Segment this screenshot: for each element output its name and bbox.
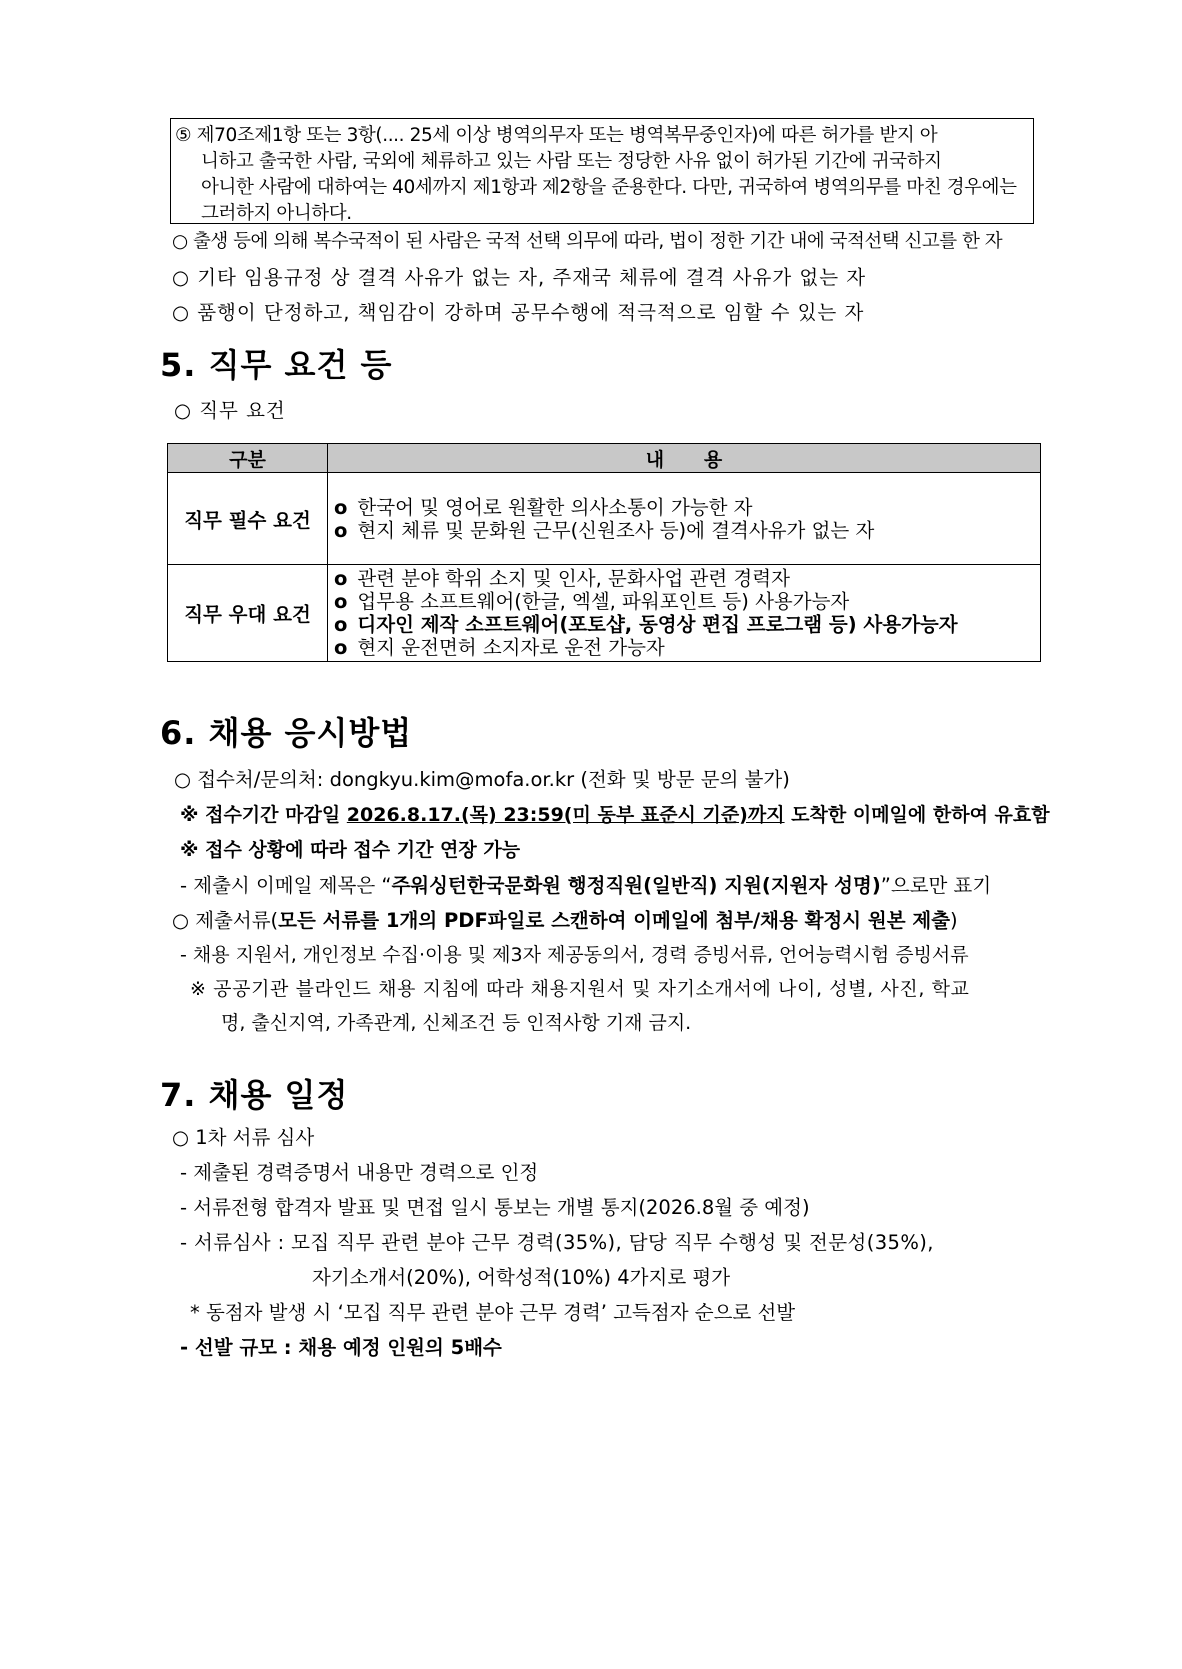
contact-email: dongkyu.kim@mofa.or.kr bbox=[329, 768, 575, 791]
list-item: o 한국어 및 영어로 원활한 의사소통이 가능한 자 bbox=[334, 495, 753, 519]
list-item: o 현지 체류 및 문화원 근무(신원조사 등)에 결격사유가 없는 자 bbox=[334, 518, 875, 542]
section-6-heading: 6. 채용 응시방법 bbox=[160, 714, 413, 752]
list-item: o 업무용 소프트웨어(한글, 엑셀, 파워포인트 등) 사용가능자 bbox=[334, 590, 850, 613]
section-5-sub: ○ 직무 요건 bbox=[174, 399, 286, 422]
blind-hiring-note-cont: 명, 출신지역, 가족관계, 신체조건 등 인적사항 기재 금지. bbox=[221, 1012, 692, 1034]
email-subject: 주워싱턴한국문화원 행정직원(일반직) 지원(지원자 성명) bbox=[391, 874, 881, 897]
contact-label: ○ 접수처/문의처: bbox=[174, 768, 330, 791]
schedule-item: - 제출된 경력증명서 내용만 경력으로 인정 bbox=[180, 1161, 539, 1184]
documents-list: - 채용 지원서, 개인정보 수집·이용 및 제3자 제공동의서, 경력 증빙서류, 언어능력시험 증빙서류 bbox=[180, 944, 969, 966]
table-header-content: 내 용 bbox=[328, 444, 1041, 473]
blind-hiring-note: ※ 공공기관 블라인드 채용 지침에 따라 채용지원서 및 자기소개서에 나이, 성별, 사진, 학교 bbox=[190, 978, 970, 1000]
list-item: ○ 출생 등에 의해 복수국적이 된 사람은 국적 선택 의무에 따라, 법이 정한 기간 내에 국적선택 신고를 한 자 bbox=[172, 231, 1003, 252]
list-item: ○ 기타 임용규정 상 결격 사유가 없는 자, 주재국 체류에 결격 사유가 없는 자 bbox=[172, 266, 867, 289]
tie-break-note: * 동점자 발생 시 ‘모집 직무 관련 분야 근무 경력’ 고득점자 순으로 선발 bbox=[190, 1301, 796, 1324]
list-item: o 관련 분야 학위 소지 및 인사, 문화사업 관련 경력자 bbox=[334, 567, 790, 590]
extension-note: ※ 접수 상황에 따라 접수 기간 연장 가능 bbox=[180, 839, 521, 861]
list-item-emphasized: o 디자인 제작 소프트웨어(포토샵, 동영상 편집 프로그램 등) 사용가능자 bbox=[334, 613, 958, 636]
box-line-2: 니하고 출국한 사람, 국외에 체류하고 있는 사람 또는 정당한 사유 없이 허가된 기간에 귀국하지 bbox=[201, 151, 942, 172]
preferred-items bbox=[328, 565, 1041, 662]
contact-note: (전화 및 방문 문의 불가) bbox=[574, 768, 790, 791]
schedule-item: - 서류심사 : 모집 직무 관련 분야 근무 경력(35%), 담당 직무 수행성 및 전문성(35%), bbox=[180, 1231, 934, 1254]
section-7-sub: ○ 1차 서류 심사 bbox=[172, 1126, 315, 1149]
section-5-heading: 5. 직무 요건 등 bbox=[160, 346, 393, 384]
list-item: ○ 품행이 단정하고, 책임감이 강하며 공무수행에 적극적으로 임할 수 있는 자 bbox=[172, 301, 865, 324]
row-label-preferred: 직무 우대 요건 bbox=[168, 565, 328, 662]
schedule-item: - 서류전형 합격자 발표 및 면접 일시 통보는 개별 통지(2026.8월 중 예정) bbox=[180, 1196, 810, 1219]
row-label-required: 직무 필수 요건 bbox=[168, 473, 328, 565]
deadline-note: ※ 접수기간 마감일 2026.8.17.(목) 23:59(미 동부 표준시 기준)까지 도착한 이메일에 한하여 유효함 bbox=[180, 804, 1050, 826]
required-items bbox=[328, 473, 1041, 565]
boxed-provision bbox=[170, 118, 1034, 224]
documents-rule: ○ 제출서류(모든 서류를 1개의 PDF파일로 스캔하여 이메일에 첨부/채용 확정시 원본 제출) bbox=[172, 909, 958, 932]
contact-line bbox=[174, 764, 790, 792]
list-item: o 현지 운전면허 소지자로 운전 가능자 bbox=[334, 636, 665, 659]
box-line-4: 그러하지 아니하다. bbox=[201, 203, 352, 224]
box-line-3: 아니한 사람에 대하여는 40세까지 제1항과 제2항을 준용한다. 다만, 귀국하여 병역의무를 마친 경우에는 bbox=[201, 177, 1017, 198]
section-7-heading: 7. 채용 일정 bbox=[160, 1076, 349, 1114]
box-line-1: ⑤ 제70조제1항 또는 3항(.... 25세 이상 병역의무자 또는 병역복무중인자)에 따른 허가를 받지 아 bbox=[175, 125, 938, 146]
job-requirements-table bbox=[167, 443, 1041, 662]
schedule-item-cont: 자기소개서(20%), 어학성적(10%) 4가지로 평가 bbox=[312, 1266, 731, 1289]
table-header-category: 구분 bbox=[168, 444, 328, 473]
deadline-date: 2026.8.17.(목) 23:59(미 동부 표준시 기준)까지 bbox=[346, 804, 785, 826]
selection-scale: - 선발 규모 : 채용 예정 인원의 5배수 bbox=[180, 1336, 502, 1359]
email-subject-rule: - 제출시 이메일 제목은 “주워싱턴한국문화원 행정직원(일반직) 지원(지원자 성명)”으로만 표기 bbox=[180, 874, 992, 897]
